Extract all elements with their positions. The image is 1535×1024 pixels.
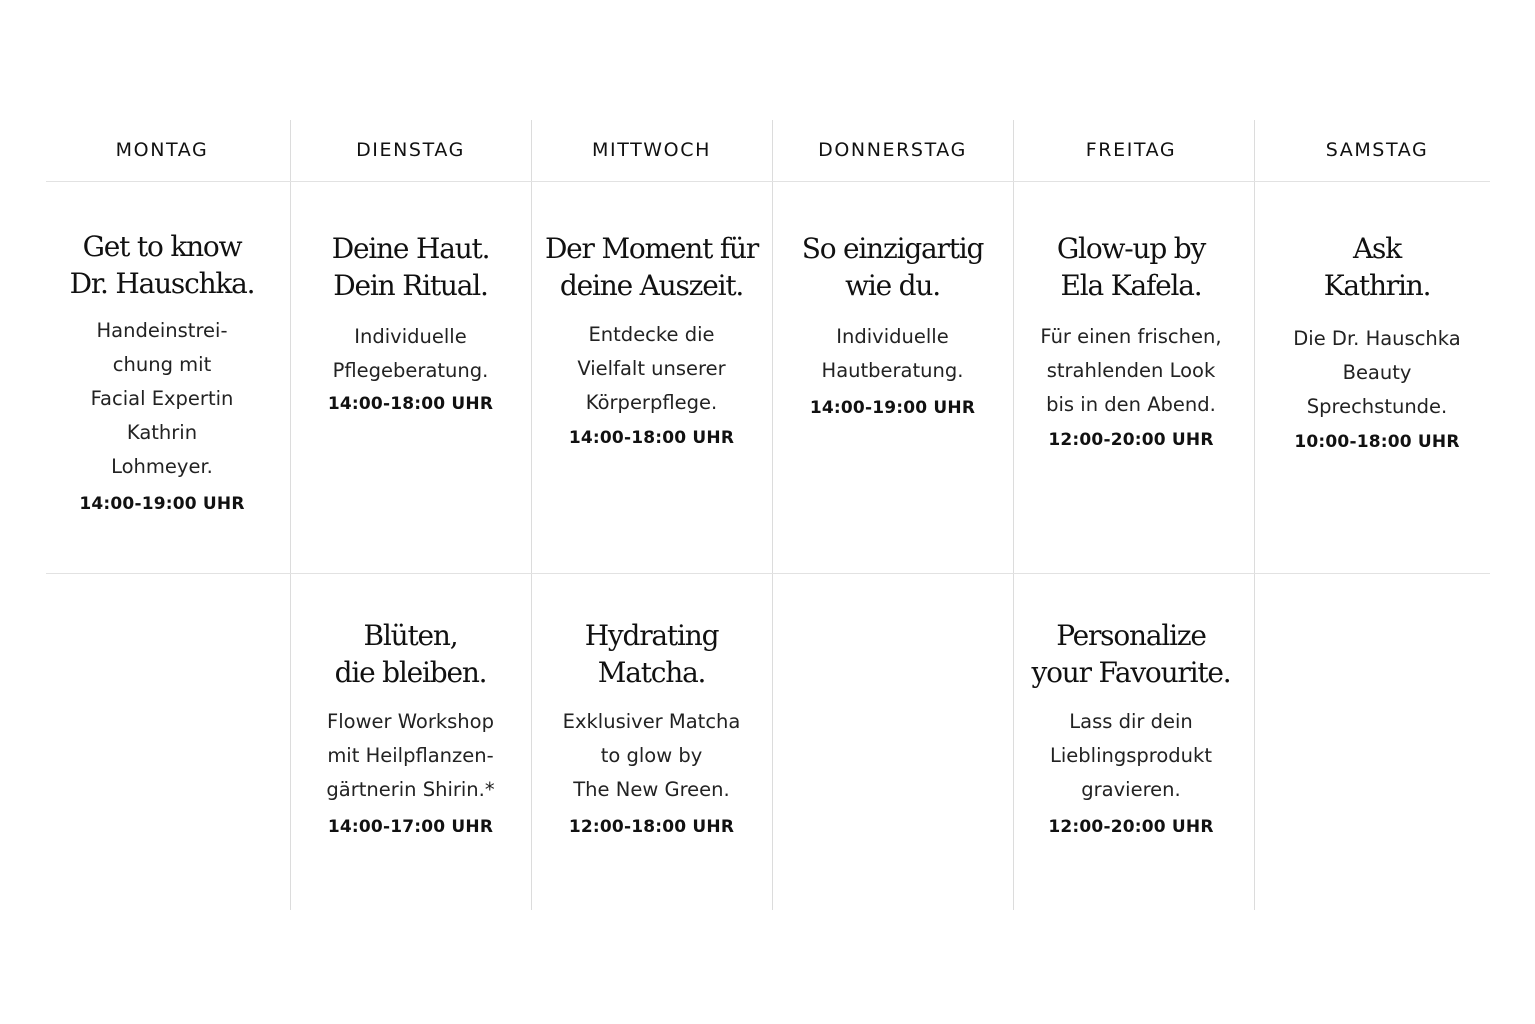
day-header-montag: MONTAG	[115, 139, 209, 161]
day-header-samstag: SAMSTAG	[1325, 139, 1429, 161]
event-description: Lass dir dein Lieblingsprodukt gravieren.	[1050, 710, 1212, 801]
event-title: Ask Kathrin.	[1323, 232, 1431, 302]
event-description: Individuelle Pflegeberatung.	[332, 325, 489, 382]
event-description: Handeinstrei- chung mit Facial Expertin Kathrin Lohmeyer.	[90, 319, 234, 478]
event-dienstag	[290, 230, 531, 414]
event-donnerstag	[772, 230, 1013, 418]
event-time: 12:00-20:00 UHR	[1048, 430, 1214, 450]
event-time: 14:00-17:00 UHR	[327, 817, 494, 837]
event-title: Get to know Dr. Hauschka.	[69, 230, 255, 300]
event-title: Der Moment für deine Auszeit.	[544, 232, 759, 302]
event-description: Exklusiver Matcha to glow by The New Green.	[562, 710, 741, 801]
event-description: Für einen frischen, strahlenden Look bis in den Abend.	[1040, 325, 1222, 416]
event-freitag	[1013, 230, 1249, 450]
event-time: 12:00-20:00 UHR	[1048, 817, 1214, 837]
event-samstag	[1254, 230, 1500, 452]
event-title: Hydrating Matcha.	[584, 619, 719, 689]
event-title: Blüten, die bleiben.	[334, 619, 487, 689]
event-description: Individuelle Hautberatung.	[821, 325, 964, 382]
event-time: 14:00-18:00 UHR	[327, 394, 494, 414]
event-freitag-2	[1013, 617, 1249, 837]
event-time: 14:00-19:00 UHR	[79, 494, 245, 514]
event-description: Entdecke die Vielfalt unserer Körperpflege.	[577, 323, 726, 414]
event-time: 10:00-18:00 UHR	[1294, 432, 1460, 452]
day-header-mittwoch: MITTWOCH	[592, 139, 711, 161]
event-description: Die Dr. Hauschka Beauty Sprechstunde.	[1293, 327, 1461, 418]
header-divider	[46, 181, 1490, 182]
event-time: 14:00-19:00 UHR	[809, 398, 976, 418]
day-header-dienstag: DIENSTAG	[356, 139, 465, 161]
event-title: So einzigartig wie du.	[801, 232, 984, 302]
day-header-donnerstag: DONNERSTAG	[818, 139, 967, 161]
event-description: Flower Workshop mit Heilpflanzen- gärtnerin Shirin.*	[326, 710, 495, 801]
event-time: 14:00-18:00 UHR	[568, 428, 735, 448]
event-montag	[46, 228, 278, 514]
event-title: Glow-up by Ela Kafela.	[1056, 232, 1206, 302]
row-divider	[46, 573, 1490, 574]
event-title: Personalize your Favourite.	[1031, 619, 1231, 689]
event-mittwoch-2	[531, 617, 772, 837]
event-dienstag-2	[290, 617, 531, 837]
event-schedule-grid	[46, 120, 1490, 910]
event-time: 12:00-18:00 UHR	[568, 817, 735, 837]
day-header-freitag: FREITAG	[1085, 139, 1177, 161]
event-title: Deine Haut. Dein Ritual.	[331, 232, 490, 302]
event-mittwoch	[531, 230, 772, 448]
